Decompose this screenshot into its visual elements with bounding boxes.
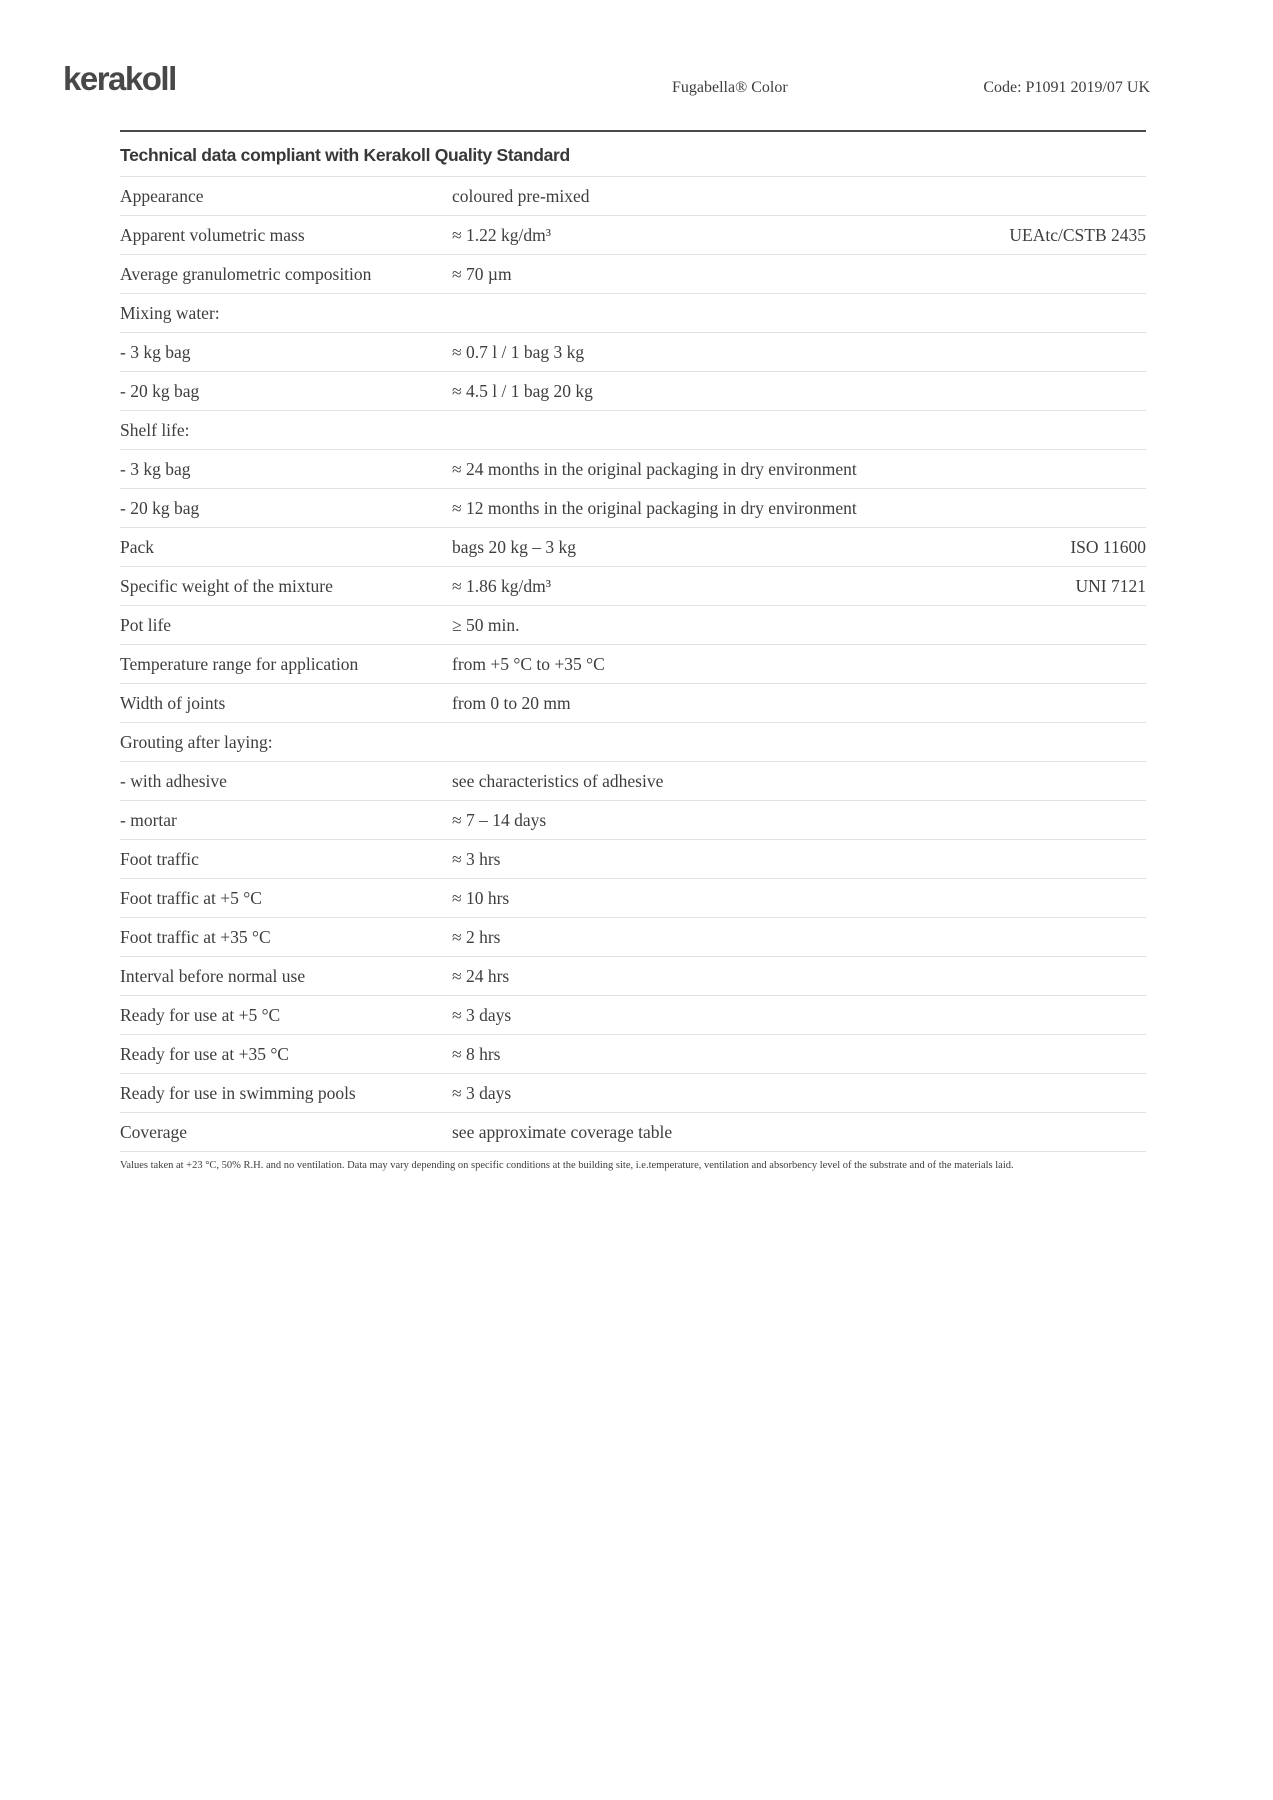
property-cell: Coverage xyxy=(120,1122,188,1142)
value-cell: ≥ 50 min. xyxy=(452,615,520,635)
table-row xyxy=(120,840,1146,879)
standard-cell: UNI 7121 xyxy=(1075,576,1146,596)
table-row xyxy=(120,216,1146,255)
value-cell: ≈ 3 days xyxy=(452,1005,512,1025)
table-row xyxy=(120,762,1146,801)
property-cell: Specific weight of the mixture xyxy=(120,576,333,596)
property-cell: - with adhesive xyxy=(120,771,227,791)
table-row xyxy=(120,450,1146,489)
table-row xyxy=(120,333,1146,372)
table-row xyxy=(120,957,1146,996)
table-row xyxy=(120,528,1146,567)
property-cell: Temperature range for application xyxy=(120,654,359,674)
value-cell: bags 20 kg – 3 kg xyxy=(452,537,576,557)
standard-cell xyxy=(920,660,1146,668)
value-cell xyxy=(452,309,920,317)
property-cell: Ready for use at +5 °C xyxy=(120,1005,281,1025)
standard-cell xyxy=(920,1128,1146,1136)
property-cell: Average granulometric composition xyxy=(120,264,372,284)
technical-data-table xyxy=(120,130,1146,1172)
value-cell: ≈ 70 µm xyxy=(452,264,512,284)
property-cell: Width of joints xyxy=(120,693,226,713)
property-cell: Ready for use at +35 °C xyxy=(120,1044,289,1064)
table-row xyxy=(120,918,1146,957)
value-cell: coloured pre-mixed xyxy=(452,186,590,206)
kerakoll-logo: kerakoll xyxy=(63,60,176,97)
table-row xyxy=(120,1113,1146,1152)
document-code: Code: P1091 2019/07 UK xyxy=(983,79,1150,96)
property-cell: - 3 kg bag xyxy=(120,459,191,479)
property-cell: - 3 kg bag xyxy=(120,342,191,362)
page-header xyxy=(0,0,1273,120)
value-cell: ≈ 1.86 kg/dm³ xyxy=(452,576,551,596)
property-cell: - mortar xyxy=(120,810,177,830)
standard-cell xyxy=(920,387,1146,395)
property-cell: Shelf life: xyxy=(120,420,190,440)
standard-cell: UEAtc/CSTB 2435 xyxy=(1009,225,1146,245)
table-row xyxy=(120,996,1146,1035)
value-cell: ≈ 3 days xyxy=(452,1083,512,1103)
standard-cell xyxy=(920,465,1146,473)
standard-cell xyxy=(920,933,1146,941)
property-cell: Pack xyxy=(120,537,155,557)
property-cell: Foot traffic at +5 °C xyxy=(120,888,262,908)
table-row xyxy=(120,411,1146,450)
value-cell: ≈ 24 hrs xyxy=(452,966,510,986)
standard-cell: ISO 11600 xyxy=(1070,537,1146,557)
value-cell xyxy=(452,738,920,746)
standard-cell xyxy=(920,309,1146,317)
table-row xyxy=(120,1035,1146,1074)
property-cell: Pot life xyxy=(120,615,172,635)
footnote: Values taken at +23 °C, 50% R.H. and no ventilation. Data may vary depending on specific conditions at the building site, i.e.temperature, ventilation and absorbency level of the substrate and of the materials laid. xyxy=(120,1160,1014,1171)
value-cell: ≈ 4.5 l / 1 bag 20 kg xyxy=(452,381,593,401)
property-cell: Foot traffic xyxy=(120,849,199,869)
value-cell: ≈ 1.22 kg/dm³ xyxy=(452,225,551,245)
standard-cell xyxy=(920,699,1146,707)
value-cell: see characteristics of adhesive xyxy=(452,771,664,791)
property-cell: Apparent volumetric mass xyxy=(120,225,305,245)
standard-cell xyxy=(920,1050,1146,1058)
standard-cell xyxy=(920,348,1146,356)
value-cell: from +5 °C to +35 °C xyxy=(452,654,605,674)
property-cell: Appearance xyxy=(120,186,204,206)
property-cell: Foot traffic at +35 °C xyxy=(120,927,271,947)
table-title: Technical data compliant with Kerakoll Quality Standard xyxy=(120,132,1146,177)
property-cell: Grouting after laying: xyxy=(120,732,273,752)
table-row xyxy=(120,801,1146,840)
standard-cell xyxy=(920,1089,1146,1097)
standard-cell xyxy=(920,621,1146,629)
table-row xyxy=(120,606,1146,645)
standard-cell xyxy=(920,738,1146,746)
property-cell: - 20 kg bag xyxy=(120,381,200,401)
table-rows xyxy=(120,177,1146,1152)
value-cell: ≈ 3 hrs xyxy=(452,849,501,869)
value-cell: ≈ 2 hrs xyxy=(452,927,501,947)
table-row xyxy=(120,255,1146,294)
product-name: Fugabella® Color xyxy=(672,79,788,96)
value-cell: ≈ 8 hrs xyxy=(452,1044,501,1064)
standard-cell xyxy=(920,777,1146,785)
standard-cell xyxy=(920,1011,1146,1019)
table-row xyxy=(120,684,1146,723)
table-row xyxy=(120,489,1146,528)
value-cell xyxy=(452,426,920,434)
property-cell: - 20 kg bag xyxy=(120,498,200,518)
value-cell: ≈ 10 hrs xyxy=(452,888,510,908)
value-cell: ≈ 12 months in the original packaging in dry environment xyxy=(452,498,857,518)
property-cell: Ready for use in swimming pools xyxy=(120,1083,356,1103)
table-row xyxy=(120,879,1146,918)
property-cell: Interval before normal use xyxy=(120,966,306,986)
value-cell: ≈ 7 – 14 days xyxy=(452,810,547,830)
table-row xyxy=(120,723,1146,762)
standard-cell xyxy=(920,192,1146,200)
table-row xyxy=(120,645,1146,684)
table-row xyxy=(120,567,1146,606)
standard-cell xyxy=(920,504,1146,512)
value-cell: ≈ 0.7 l / 1 bag 3 kg xyxy=(452,342,585,362)
value-cell: see approximate coverage table xyxy=(452,1122,673,1142)
table-row xyxy=(120,177,1146,216)
property-cell: Mixing water: xyxy=(120,303,220,323)
table-row xyxy=(120,1074,1146,1113)
standard-cell xyxy=(920,894,1146,902)
standard-cell xyxy=(920,426,1146,434)
table-row xyxy=(120,294,1146,333)
standard-cell xyxy=(920,972,1146,980)
value-cell: from 0 to 20 mm xyxy=(452,693,571,713)
table-row xyxy=(120,372,1146,411)
standard-cell xyxy=(920,816,1146,824)
value-cell: ≈ 24 months in the original packaging in dry environment xyxy=(452,459,857,479)
standard-cell xyxy=(920,855,1146,863)
standard-cell xyxy=(920,270,1146,278)
